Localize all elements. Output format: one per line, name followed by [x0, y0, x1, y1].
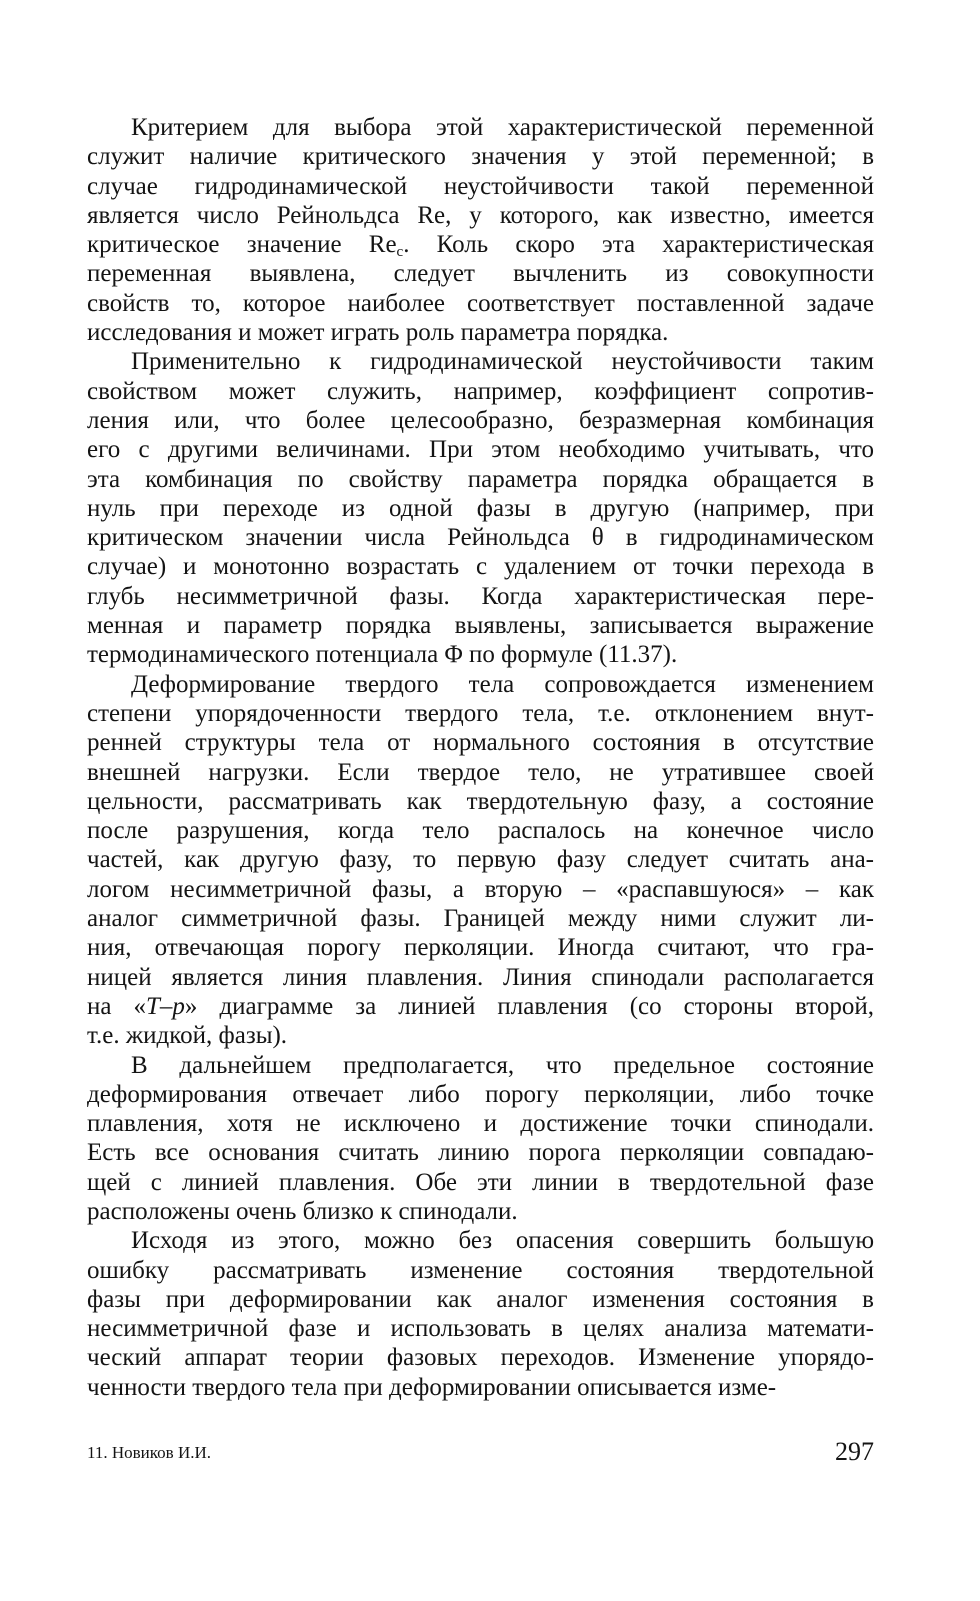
paragraph — [87, 1051, 874, 1227]
text-line: глубь несимметричной фазы. Когда характеристическая пере- — [87, 582, 874, 610]
paragraph — [87, 670, 874, 1051]
text-line: внешней нагрузки. Если твердое тело, не утратившее своей — [87, 758, 874, 786]
text-line: после разрушения, когда тело распалось на конечное число — [87, 817, 874, 845]
body-text — [87, 113, 874, 1402]
text-line: ренней структуры тела от нормального состояния в отсутствие — [87, 729, 874, 757]
text-line: Критерием для выбора этой характеристической переменной — [131, 114, 874, 141]
text-line: его с другими величинами. При этом необходимо учитывать, что — [87, 436, 874, 464]
text-line: логом несимметричной фазы, а вторую – «распавшуюся» – как — [87, 875, 874, 903]
text-line: эта комбинация по свойству параметра порядка обращается в — [87, 465, 874, 493]
text-line: степени упорядоченности твердого тела, т.е. отклонением внут- — [87, 699, 874, 727]
text-line: свойств то, которое наиболее соответствует поставленной задаче — [87, 289, 874, 317]
signature-mark: 11. Новиков И.И. — [87, 1443, 211, 1462]
paragraph — [87, 347, 874, 669]
text-line: несимметричной фазе и использовать в целях анализа математи- — [87, 1315, 874, 1343]
text-line: случае гидродинамической неустойчивости такой переменной — [87, 172, 874, 200]
text-line: Есть все основания считать линию порога перколяции совпадаю- — [87, 1139, 874, 1167]
text-line: на «T–p» диаграмме за линией плавления (со стороны второй, — [87, 992, 874, 1020]
text-line: ческий аппарат теории фазовых переходов. Изменение упорядо- — [87, 1344, 874, 1372]
text-line: ния, отвечающая порогу перколяции. Иногда считают, что гра- — [87, 934, 874, 962]
text-line: деформирования отвечает либо порогу перколяции, либо точке — [87, 1080, 874, 1108]
text-line: свойством может служить, например, коэффициент сопротив- — [87, 377, 874, 405]
text-line: цельности, рассматривать как твердотельную фазу, а состояние — [87, 787, 874, 815]
text-line: щей с линией плавления. Обе эти линии в твердотельной фазе — [87, 1168, 874, 1196]
text-line: нуль при переходе из одной фазы в другую (например, при — [87, 494, 874, 522]
text-line: служит наличие критического значения у этой переменной; в — [87, 143, 874, 171]
text-line: Деформирование твердого тела сопровождается изменением — [131, 670, 874, 698]
text-line: термодинамического потенциала Φ по формуле (11.37). — [87, 641, 678, 669]
text-line: плавления, хотя не исключено и достижение точки спинодали. — [87, 1110, 874, 1138]
paragraph — [87, 1226, 874, 1402]
text-line: ченности твердого тела при деформировании описывается изме- — [87, 1373, 777, 1401]
text-line: случае) и монотонно возрастать с удалением от точки перехода в — [87, 553, 874, 581]
paragraph — [87, 113, 874, 347]
text-line: ницей является линия плавления. Линия спинодали располагается — [87, 963, 874, 991]
text-line: аналог симметричной фазы. Границей между ними служит ли- — [87, 905, 874, 933]
text-line: фазы при деформировании как аналог изменения состояния в — [87, 1285, 874, 1313]
text-line: Исходя из этого, можно без опасения совершить большую — [131, 1227, 874, 1255]
text-line: является число Рейнольдса Re, у которого, как известно, имеется — [87, 201, 874, 229]
text-line: ления или, что более целесообразно, безразмерная комбинация — [87, 406, 874, 434]
text-line: частей, как другую фазу, то первую фазу следует считать ана- — [87, 846, 874, 874]
page-footer — [87, 1437, 874, 1467]
text-line: переменная выявлена, следует вычленить из совокупности — [87, 260, 874, 288]
text-line: менная и параметр порядка выявлены, записывается выражение — [87, 612, 874, 640]
page-number: 297 — [835, 1437, 874, 1466]
text-line: т.е. жидкой, фазы). — [87, 1022, 288, 1050]
text-line: критическое значение $Re_c$. Коль скоро эта характеристическая — [87, 231, 874, 261]
text-line: В дальнейшем предполагается, что предельное состояние — [131, 1051, 874, 1079]
text-line: ошибку рассматривать изменение состояния твердотельной — [87, 1256, 874, 1284]
text-line: критическом значении числа Рейнольдса θ в гидродинамическом — [87, 524, 874, 552]
text-line: расположены очень близко к спинодали. — [87, 1197, 518, 1225]
text-line: Применительно к гидродинамической неустойчивости таким — [131, 348, 874, 376]
text-line: исследования и может играть роль параметра порядка. — [87, 319, 669, 347]
